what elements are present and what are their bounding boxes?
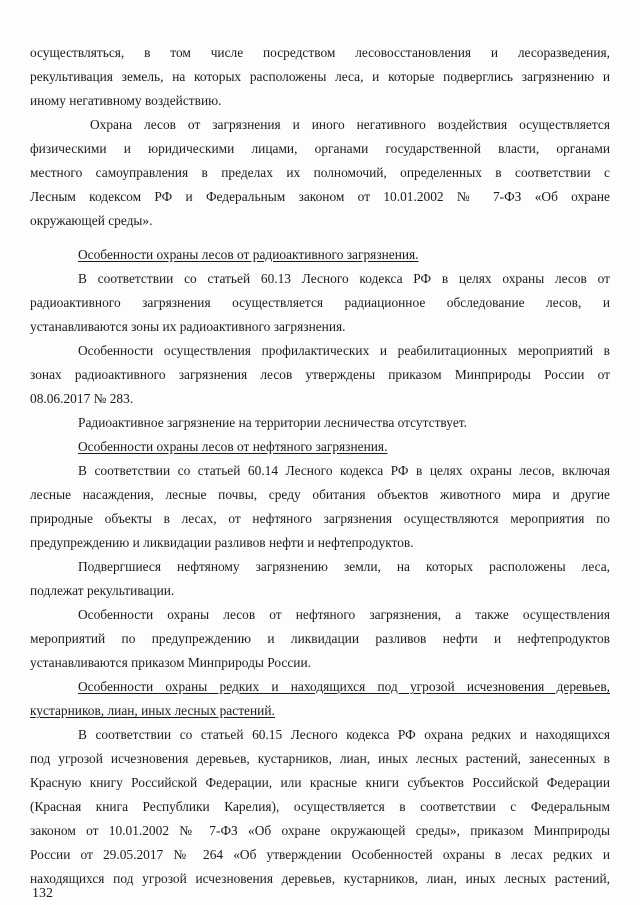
text-line: Радиоактивное загрязнение на территории лесничества отсутствует. bbox=[78, 415, 467, 430]
text-line: природные объекты в лесах, от нефтяного загрязнения осуществляются мероприятия по bbox=[30, 511, 610, 526]
text-line: физическими и юридическими лицами, органами государственной власти, органами bbox=[30, 141, 610, 156]
text-line: осуществляться, в том числе посредством лесовосстановления и лесоразведения, bbox=[30, 45, 610, 60]
text-line: рекультивация земель, на которых расположены леса, и которые подверглись загрязнению и bbox=[30, 69, 610, 84]
text-line: устанавливаются приказом Минприроды России. bbox=[30, 655, 311, 670]
page-number: 132 bbox=[32, 886, 53, 901]
text-line: Особенности охраны лесов от нефтяного загрязнения, а также осуществления bbox=[78, 607, 610, 622]
section-heading: Особенности охраны редких и находящихся под угрозой исчезновения деревьев, bbox=[78, 679, 610, 694]
text-line: В соответствии со статьей 60.14 Лесного кодекса РФ в целях охраны лесов, включая bbox=[78, 463, 610, 478]
text-line: В соответствии со статьей 60.15 Лесного кодекса РФ охрана редких и находящихся bbox=[78, 727, 610, 742]
text-line: радиоактивного загрязнения осуществляется радиационное обследование лесов, и bbox=[30, 295, 610, 310]
section-heading: Особенности охраны лесов от нефтяного загрязнения. bbox=[78, 439, 388, 454]
text-line: Лесным кодексом РФ и Федеральным законом от 10.01.2002 № 7-ФЗ «Об охране bbox=[30, 189, 610, 204]
text-line: 08.06.2017 № 283. bbox=[30, 391, 134, 406]
text-line: иному негативному воздействию. bbox=[30, 93, 222, 108]
text-line: Охрана лесов от загрязнения и иного негативного воздействия осуществляется bbox=[90, 117, 610, 132]
text-line: России от 29.05.2017 № 264 «Об утверждении Особенностей охраны в лесах редких и bbox=[30, 847, 610, 862]
text-line: устанавливаются зоны их радиоактивного загрязнения. bbox=[30, 319, 346, 334]
text-line: окружающей среды». bbox=[30, 213, 153, 228]
section-heading: Особенности охраны лесов от радиоактивного загрязнения. bbox=[78, 247, 419, 262]
text-line: Подвергшиеся нефтяному загрязнению земли, на которых расположены леса, bbox=[78, 559, 610, 574]
text-line: зонах радиоактивного загрязнения лесов утверждены приказом Минприроды России от bbox=[30, 367, 610, 382]
text-line: местного самоуправления в пределах их полномочий, определенных в соответствии с bbox=[30, 165, 610, 180]
text-line: (Красная книга Республики Карелия), осуществляется в соответствии с Федеральным bbox=[30, 799, 610, 814]
section-heading-continuation: кустарников, лиан, иных лесных растений. bbox=[30, 703, 275, 718]
text-line: законом от 10.01.2002 № 7-ФЗ «Об охране окружающей среды», приказом Минприроды bbox=[30, 823, 610, 838]
text-line: Красную книгу Российской Федерации, или красные книги субъектов Российской Федерации bbox=[30, 775, 610, 790]
text-line: под угрозой исчезновения деревьев, кустарников, лиан, иных лесных растений, занесенных в bbox=[30, 751, 610, 766]
text-line: мероприятий по предупреждению и ликвидации разливов нефти и нефтепродуктов bbox=[30, 631, 610, 646]
text-line: находящихся под угрозой исчезновения деревьев, кустарников, лиан, иных лесных растений, bbox=[30, 871, 610, 886]
text-line: подлежат рекультивации. bbox=[30, 583, 175, 598]
text-line: В соответствии со статьей 60.13 Лесного кодекса РФ в целях охраны лесов от bbox=[78, 271, 610, 286]
text-line: предупреждению и ликвидации разливов нефти и нефтепродуктов. bbox=[30, 535, 414, 550]
text-line: Особенности осуществления профилактических и реабилитационных мероприятий в bbox=[78, 343, 610, 358]
text-line: лесные насаждения, лесные почвы, среду обитания объектов животного мира и другие bbox=[30, 487, 610, 502]
